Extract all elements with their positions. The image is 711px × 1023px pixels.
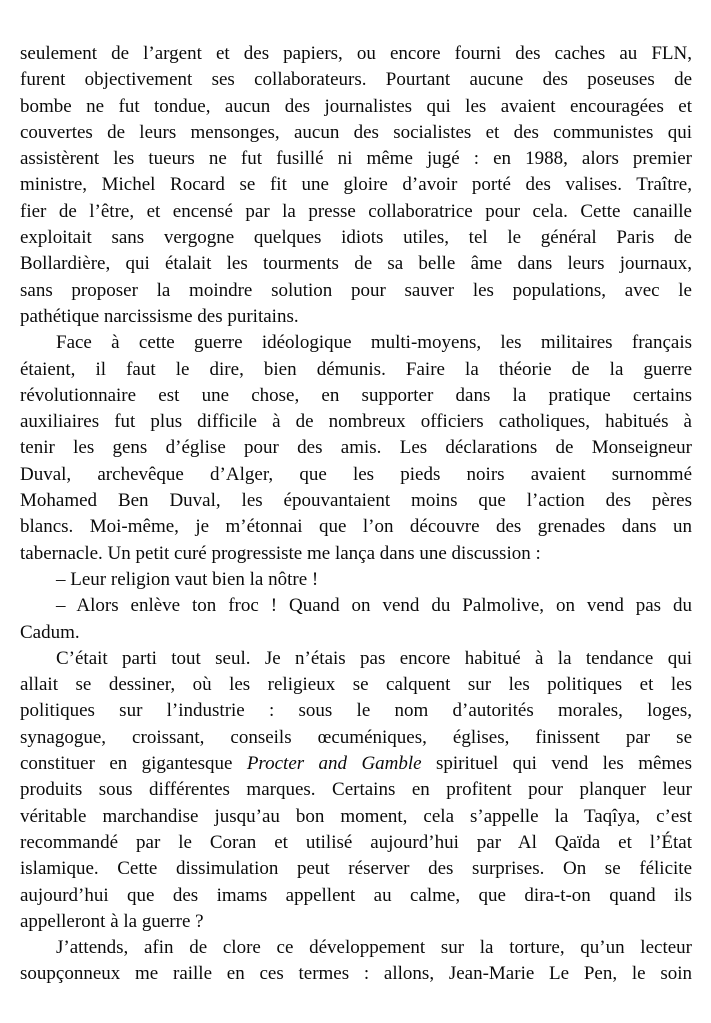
text-line	[20, 646, 692, 672]
text-line	[20, 935, 692, 961]
text-segment: auxiliaires fut plus difficile à de nombreux officiers catholiques, habitués à	[20, 411, 692, 433]
text-line	[20, 488, 692, 514]
text-segment: soupçonneux me raille en ces termes : allons, Jean-Marie Le Pen, le soin	[20, 963, 692, 985]
text-segment: – Leur religion vaut bien la nôtre !	[56, 568, 319, 590]
text-segment: spirituel qui vend les mêmes	[421, 753, 693, 775]
text-line	[20, 593, 692, 619]
text-segment: furent objectivement ses collaborateurs. Pourtant aucune des poseuses de	[20, 69, 692, 91]
text-line	[20, 120, 692, 146]
text-line	[20, 725, 692, 751]
text-line	[20, 883, 692, 909]
text-segment: Cadum.	[20, 621, 80, 643]
text-line	[20, 251, 692, 277]
text-segment: produits sous différentes marques. Certains en profitent pour planquer leur	[20, 779, 692, 801]
text-segment: fier de l’être, et encensé par la presse collaboratrice pour cela. Cette canaille	[20, 200, 692, 222]
text-line	[20, 856, 692, 882]
text-segment: Face à cette guerre idéologique multi-moyens, les militaires français	[56, 332, 692, 354]
text-segment: sans proposer la moindre solution pour sauver les populations, avec le	[20, 279, 692, 301]
text-line	[20, 172, 692, 198]
text-segment: appelleront à la guerre ?	[20, 910, 204, 932]
text-line	[20, 357, 692, 383]
text-segment: C’était parti tout seul. Je n’étais pas encore habitué à la tendance qui	[56, 647, 692, 669]
text-segment: allait se dessiner, où les religieux se calquent sur les politiques et les	[20, 674, 692, 696]
text-segment: Duval, archevêque d’Alger, que les pieds noirs avaient surnommé	[20, 463, 692, 485]
text-segment: synagogue, croissant, conseils œcuméniques, églises, finissent par se	[20, 726, 692, 748]
text-segment: bombe ne fut tondue, aucun des journalistes qui les avaient encouragées et	[20, 95, 692, 117]
text-segment: Mohamed Ben Duval, les épouvantaient moins que l’action des pères	[20, 490, 692, 512]
text-line	[20, 304, 692, 330]
text-line	[20, 67, 692, 93]
paragraph	[20, 567, 692, 593]
paragraph	[20, 593, 692, 646]
italic-text: Procter and Gamble	[246, 753, 422, 775]
text-segment: seulement de l’argent et des papiers, ou encore fourni des caches au FLN,	[20, 43, 692, 64]
text-segment: tenir les gens d’église pour des amis. Les déclarations de Monseigneur	[20, 437, 692, 459]
text-line	[20, 94, 692, 120]
text-segment: exploitait sans vergogne quelques idiots utiles, tel le général Paris de	[20, 227, 692, 249]
text-segment: véritable marchandise jusqu’au bon moment, cela s’appelle la Taqîya, c’est	[20, 805, 692, 827]
text-line	[20, 41, 692, 67]
text-segment: ministre, Michel Rocard se fit une gloire d’avoir porté des valises. Traître,	[20, 174, 692, 196]
text-line	[20, 225, 692, 251]
text-line	[20, 804, 692, 830]
text-line	[20, 462, 692, 488]
text-segment: étaient, il faut le dire, bien démunis. Faire la théorie de la guerre	[20, 358, 692, 380]
text-segment: – Alors enlève ton froc ! Quand on vend du Palmolive, on vend pas du	[56, 595, 692, 617]
text-line	[20, 909, 692, 935]
text-line	[20, 961, 692, 987]
text-line	[20, 541, 692, 567]
text-line	[20, 435, 692, 461]
text-line	[20, 777, 692, 803]
text-segment: Bollardière, qui étalait les tourments de sa belle âme dans leurs journaux,	[20, 253, 692, 275]
text-line	[20, 383, 692, 409]
paragraph	[20, 41, 692, 330]
paragraph	[20, 935, 692, 988]
text-segment: politiques sur l’industrie : sous le nom d’autorités morales, loges,	[20, 700, 692, 722]
text-line	[20, 698, 692, 724]
text-line	[20, 620, 692, 646]
text-block	[20, 41, 692, 988]
text-segment: assistèrent les tueurs ne fut fusillé ni même jugé : en 1988, alors premier	[20, 148, 692, 170]
text-segment: révolutionnaire est une chose, en supporter dans la pratique certains	[20, 384, 692, 406]
text-segment: recommandé par le Coran et utilisé aujourd’hui par Al Qaïda et l’État	[20, 831, 692, 853]
text-line	[20, 146, 692, 172]
text-segment: islamique. Cette dissimulation peut réserver des surprises. On se félicite	[20, 858, 692, 880]
text-segment: J’attends, afin de clore ce développement sur la torture, qu’un lecteur	[56, 937, 692, 959]
paragraph	[20, 330, 692, 567]
text-segment: constituer en gigantesque	[20, 753, 247, 775]
text-line	[20, 278, 692, 304]
text-line	[20, 830, 692, 856]
text-segment: tabernacle. Un petit curé progressiste me lança dans une discussion :	[20, 542, 541, 564]
text-line	[20, 514, 692, 540]
text-segment: aujourd’hui que des imams appellent au calme, que dira-t-on quand ils	[20, 884, 692, 906]
text-line	[20, 751, 692, 777]
paragraph	[20, 646, 692, 935]
text-line	[20, 199, 692, 225]
text-line	[20, 567, 692, 593]
text-segment: pathétique narcissisme des puritains.	[20, 305, 299, 327]
text-line	[20, 330, 692, 356]
text-segment: blancs. Moi-même, je m’étonnai que l’on découvre des grenades dans un	[20, 516, 692, 538]
text-segment: couvertes de leurs mensonges, aucun des socialistes et des communistes qui	[20, 121, 692, 143]
text-line	[20, 672, 692, 698]
text-line	[20, 409, 692, 435]
